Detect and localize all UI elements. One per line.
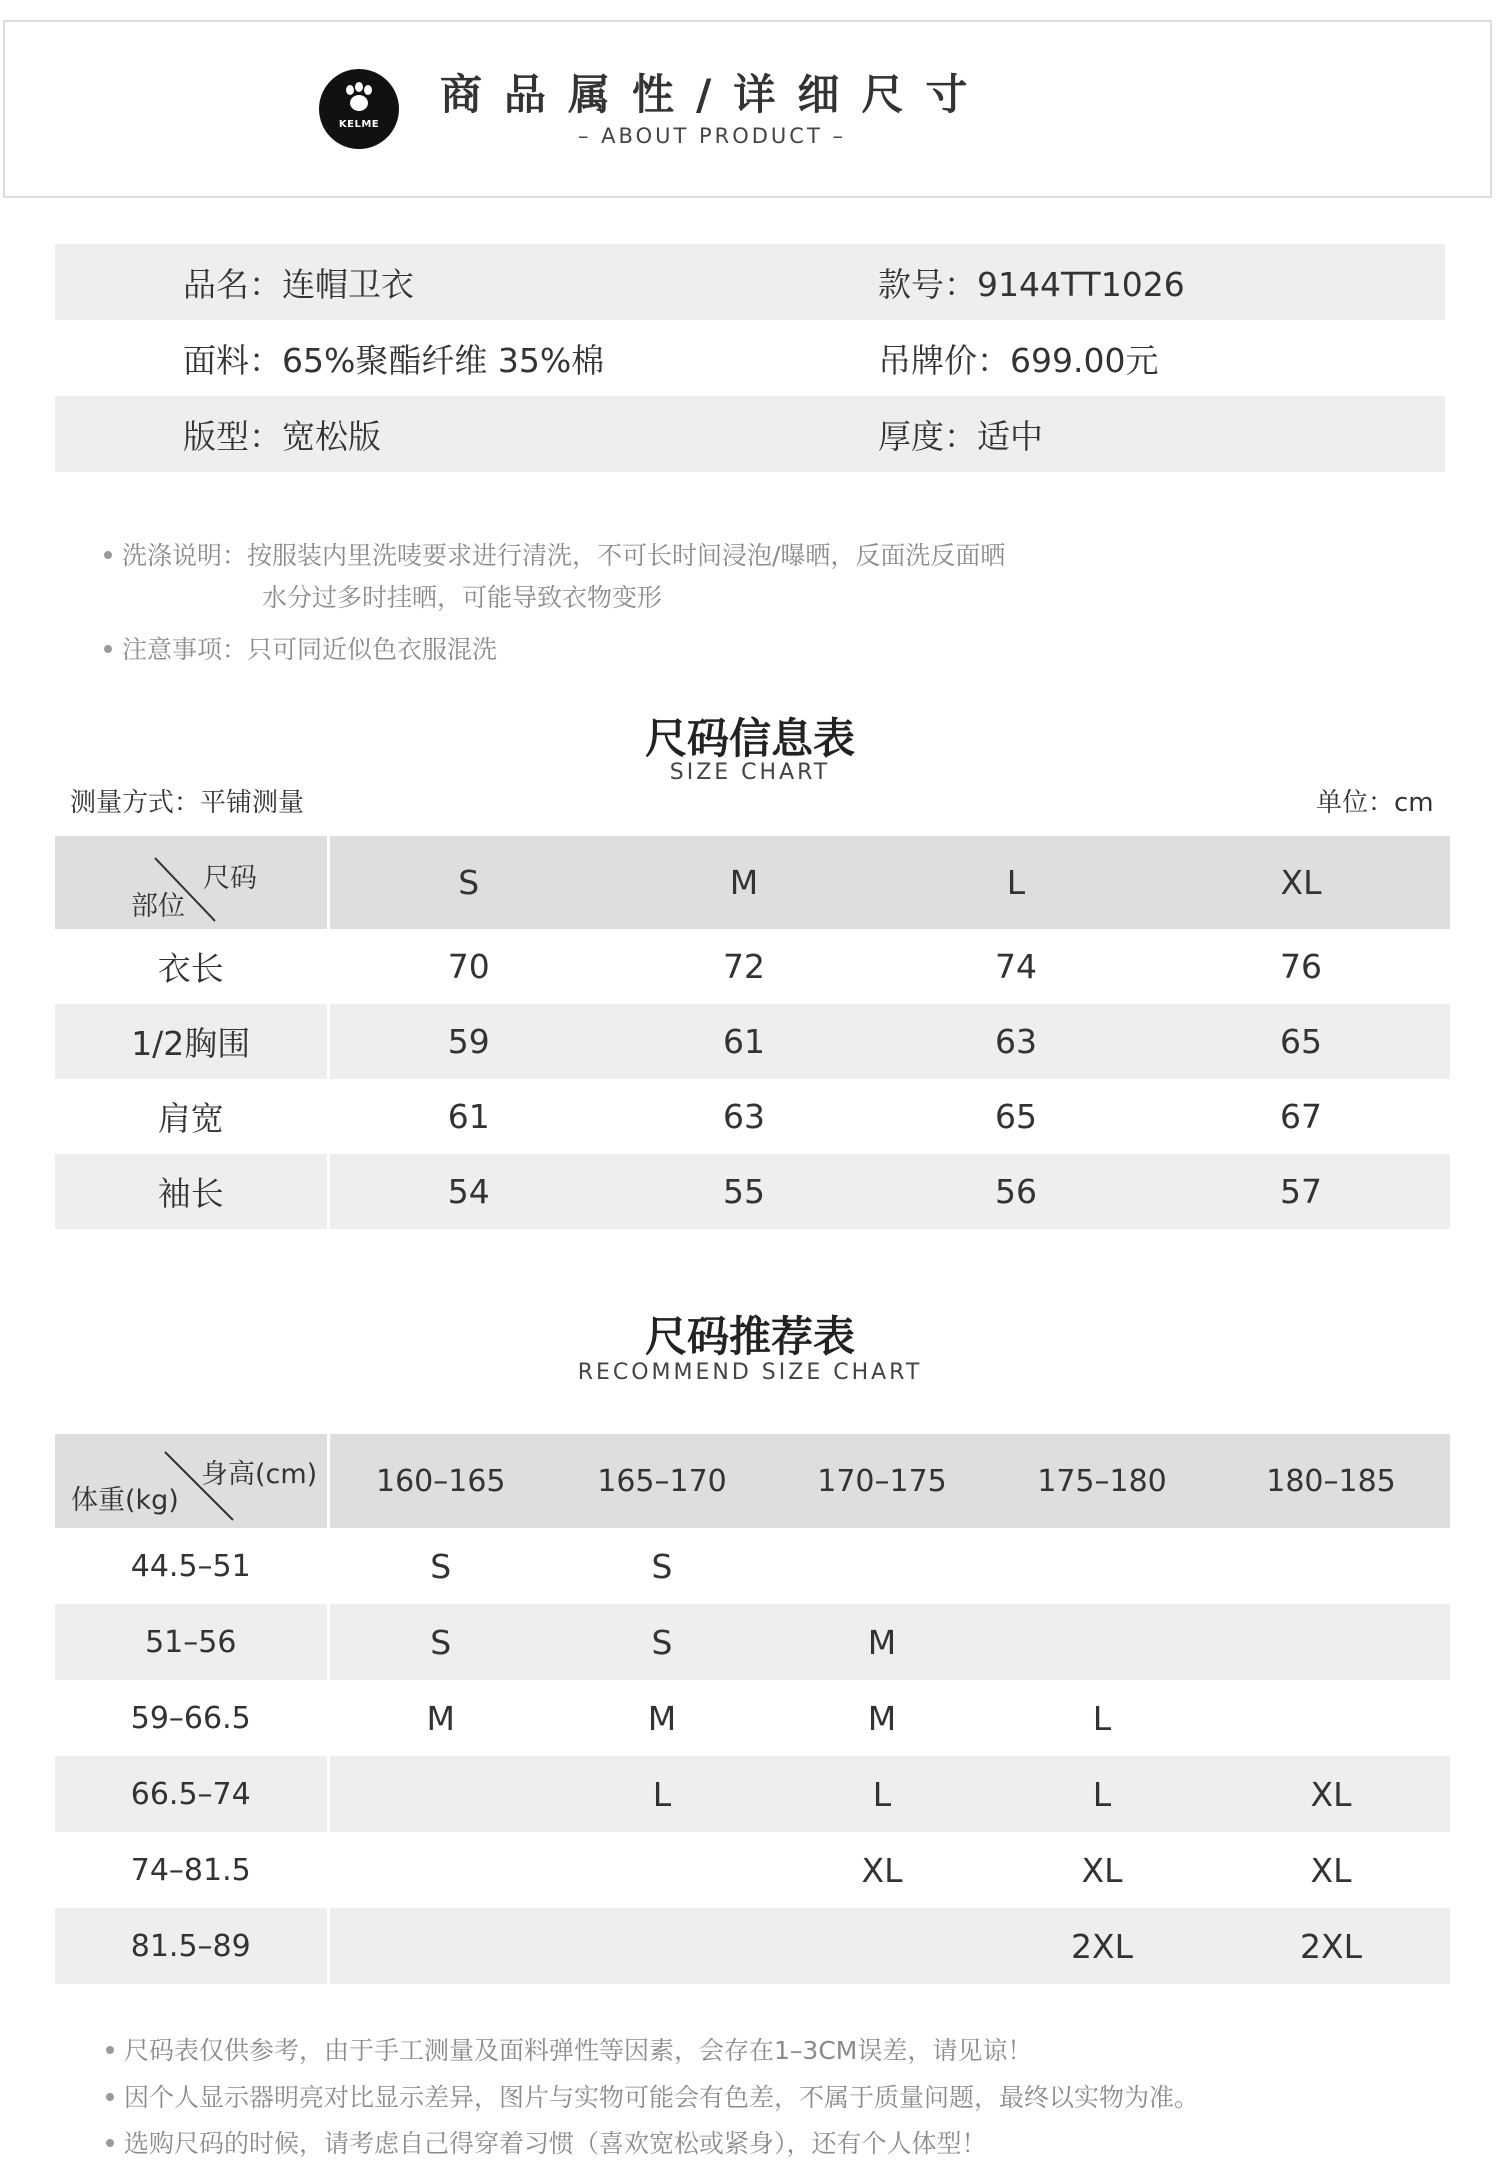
bullet-icon <box>104 645 112 653</box>
page-title: 商品属性/详细尺寸 <box>440 70 990 119</box>
table-cell: 2XL <box>1212 1908 1450 1984</box>
row-label: 81.5–89 <box>55 1908 328 1984</box>
table-cell: 55 <box>608 1154 880 1229</box>
column-header: 165–170 <box>552 1434 772 1528</box>
paw-icon <box>342 81 376 115</box>
bullet-icon <box>104 551 112 559</box>
footer-note-text: 尺码表仅供参考，由于手工测量及面料弹性等因素，会存在1–3CM误差，请见谅！ <box>124 2036 1033 2065</box>
table-cell: S <box>430 1546 452 1586</box>
row-label: 66.5–74 <box>55 1756 328 1832</box>
table-row <box>55 1756 1450 1832</box>
kelme-logo <box>319 69 399 149</box>
table-row <box>55 1832 1450 1908</box>
recommend-chart-subtitle: RECOMMEND SIZE CHART <box>577 1360 923 1385</box>
column-header: 180–185 <box>1212 1434 1450 1528</box>
table-cell: S <box>651 1546 673 1586</box>
attribute-fit: 版型：宽松版 <box>183 416 381 456</box>
table-header-row <box>55 836 1450 929</box>
corner-bottom-label: 部位 <box>131 891 185 922</box>
table-cell <box>992 1528 1212 1604</box>
attribute-fabric: 面料：65%聚酯纤维 35%棉 <box>183 340 605 380</box>
table-cell: 63 <box>880 1004 1152 1079</box>
table-cell: M <box>772 1604 992 1680</box>
table-row <box>55 1154 1450 1229</box>
footer-note-text: 选购尺码的时候，请考虑自己得穿着习惯（喜欢宽松或紧身），还有个人体型！ <box>124 2129 987 2158</box>
table-row <box>55 1604 1450 1680</box>
table-cell: M <box>867 1698 897 1738</box>
footer-note <box>106 2031 1032 2067</box>
table-cell: M <box>426 1698 455 1738</box>
row-label: 1/2胸围 <box>55 1004 328 1079</box>
table-cell: L <box>552 1756 772 1832</box>
row-label: 衣长 <box>55 929 328 1004</box>
column-header: L <box>880 836 1152 929</box>
column-header: M <box>608 836 880 929</box>
table-cell <box>992 1604 1212 1680</box>
attribute-thickness: 厚度：适中 <box>878 416 1043 456</box>
corner-cell <box>55 836 328 929</box>
footer-note <box>106 2078 1199 2114</box>
table-cell: 63 <box>723 1097 765 1136</box>
logo-text: KELME <box>338 119 380 130</box>
corner-bottom-label: 体重(kg) <box>71 1485 179 1516</box>
table-cell: XL <box>1081 1850 1123 1890</box>
column-header: S <box>328 836 608 929</box>
table-row <box>55 1908 1450 1984</box>
table-cell: 59 <box>328 1004 608 1079</box>
table-cell: 70 <box>447 947 490 986</box>
row-label: 袖长 <box>55 1154 328 1229</box>
table-cell <box>328 1832 552 1908</box>
caution-note <box>104 630 497 666</box>
table-cell: L <box>772 1756 992 1832</box>
table-cell <box>1212 1604 1450 1680</box>
table-cell: XL <box>861 1850 903 1890</box>
table-cell <box>552 1908 772 1984</box>
recommend-chart-table <box>55 1434 1450 1984</box>
table-cell: 61 <box>447 1097 490 1136</box>
table-cell: XL <box>1310 1850 1352 1890</box>
table-cell: 76 <box>1280 947 1322 986</box>
attribute-row <box>55 244 1445 320</box>
table-cell: L <box>1092 1698 1112 1738</box>
bullet-icon <box>106 2093 114 2101</box>
table-cell: XL <box>1212 1756 1450 1832</box>
page-subtitle: – ABOUT PRODUCT – <box>578 124 846 148</box>
table-cell: 54 <box>328 1154 608 1229</box>
diagonal-line <box>55 836 328 929</box>
attribute-row <box>55 396 1445 472</box>
column-header: 170–175 <box>772 1434 992 1528</box>
table-cell <box>552 1832 772 1908</box>
table-row <box>55 1528 1450 1604</box>
size-chart-title: 尺码信息表 <box>644 714 855 763</box>
table-cell: L <box>992 1756 1212 1832</box>
table-cell: S <box>328 1604 552 1680</box>
size-chart-table <box>55 836 1452 1229</box>
corner-top-label: 身高(cm) <box>201 1459 318 1490</box>
table-row <box>55 929 1450 1004</box>
footer-note-text: 因个人显示器明亮对比显示差异，图片与实物可能会有色差，不属于质量问题，最终以实物为准。 <box>124 2083 1200 2112</box>
bullet-icon <box>106 2046 114 2054</box>
table-cell: M <box>647 1698 677 1738</box>
table-cell <box>772 1908 992 1984</box>
bullet-icon <box>106 2139 114 2147</box>
attribute-table <box>55 244 1445 472</box>
corner-top-label: 尺码 <box>203 863 257 894</box>
table-cell <box>1212 1528 1450 1604</box>
table-cell: S <box>552 1604 772 1680</box>
footer-note <box>106 2124 987 2160</box>
table-row <box>55 1079 1450 1154</box>
column-header: XL <box>1152 836 1450 929</box>
column-header: 175–180 <box>992 1434 1212 1528</box>
table-cell: 57 <box>1152 1154 1450 1229</box>
attribute-row <box>55 320 1445 396</box>
table-cell <box>1212 1680 1450 1756</box>
table-cell: 72 <box>723 947 765 986</box>
attribute-name: 品名：连帽卫衣 <box>183 264 414 304</box>
row-label: 74–81.5 <box>55 1832 328 1908</box>
table-cell <box>772 1528 992 1604</box>
table-header-row <box>55 1434 1450 1528</box>
table-row <box>55 1680 1450 1756</box>
size-chart-subtitle: SIZE CHART <box>669 760 831 785</box>
caution-text: 注意事项：只可同近似色衣服混洗 <box>122 635 498 664</box>
table-row <box>55 1004 1450 1079</box>
table-cell <box>328 1756 552 1832</box>
corner-cell <box>55 1434 328 1528</box>
measure-method: 测量方式：平铺测量 <box>70 788 305 818</box>
table-cell: 65 <box>1152 1004 1450 1079</box>
recommend-chart-title: 尺码推荐表 <box>644 1312 855 1361</box>
attribute-style-no: 款号：9144TT1026 <box>878 264 1185 304</box>
wash-instructions <box>104 536 1005 572</box>
row-label: 44.5–51 <box>55 1528 328 1604</box>
row-label: 肩宽 <box>55 1079 328 1154</box>
table-cell: 2XL <box>992 1908 1212 1984</box>
table-cell: 56 <box>880 1154 1152 1229</box>
row-label: 51–56 <box>55 1604 328 1680</box>
attribute-price: 吊牌价：699.00元 <box>878 340 1159 380</box>
wash-line-2: 水分过多时挂晒，可能导致衣物变形 <box>262 583 663 612</box>
table-cell: 61 <box>608 1004 880 1079</box>
table-cell: 74 <box>995 947 1037 986</box>
row-label: 59–66.5 <box>55 1680 328 1756</box>
table-cell <box>328 1908 552 1984</box>
table-cell: 67 <box>1280 1097 1322 1136</box>
unit-label: 单位：cm <box>1316 788 1434 818</box>
column-header: 160–165 <box>328 1434 552 1528</box>
table-cell: 65 <box>995 1097 1037 1136</box>
wash-line-1: 洗涤说明：按服装内里洗唛要求进行清洗，不可长时间浸泡/曝晒，反面洗反面晒 <box>122 541 1006 570</box>
